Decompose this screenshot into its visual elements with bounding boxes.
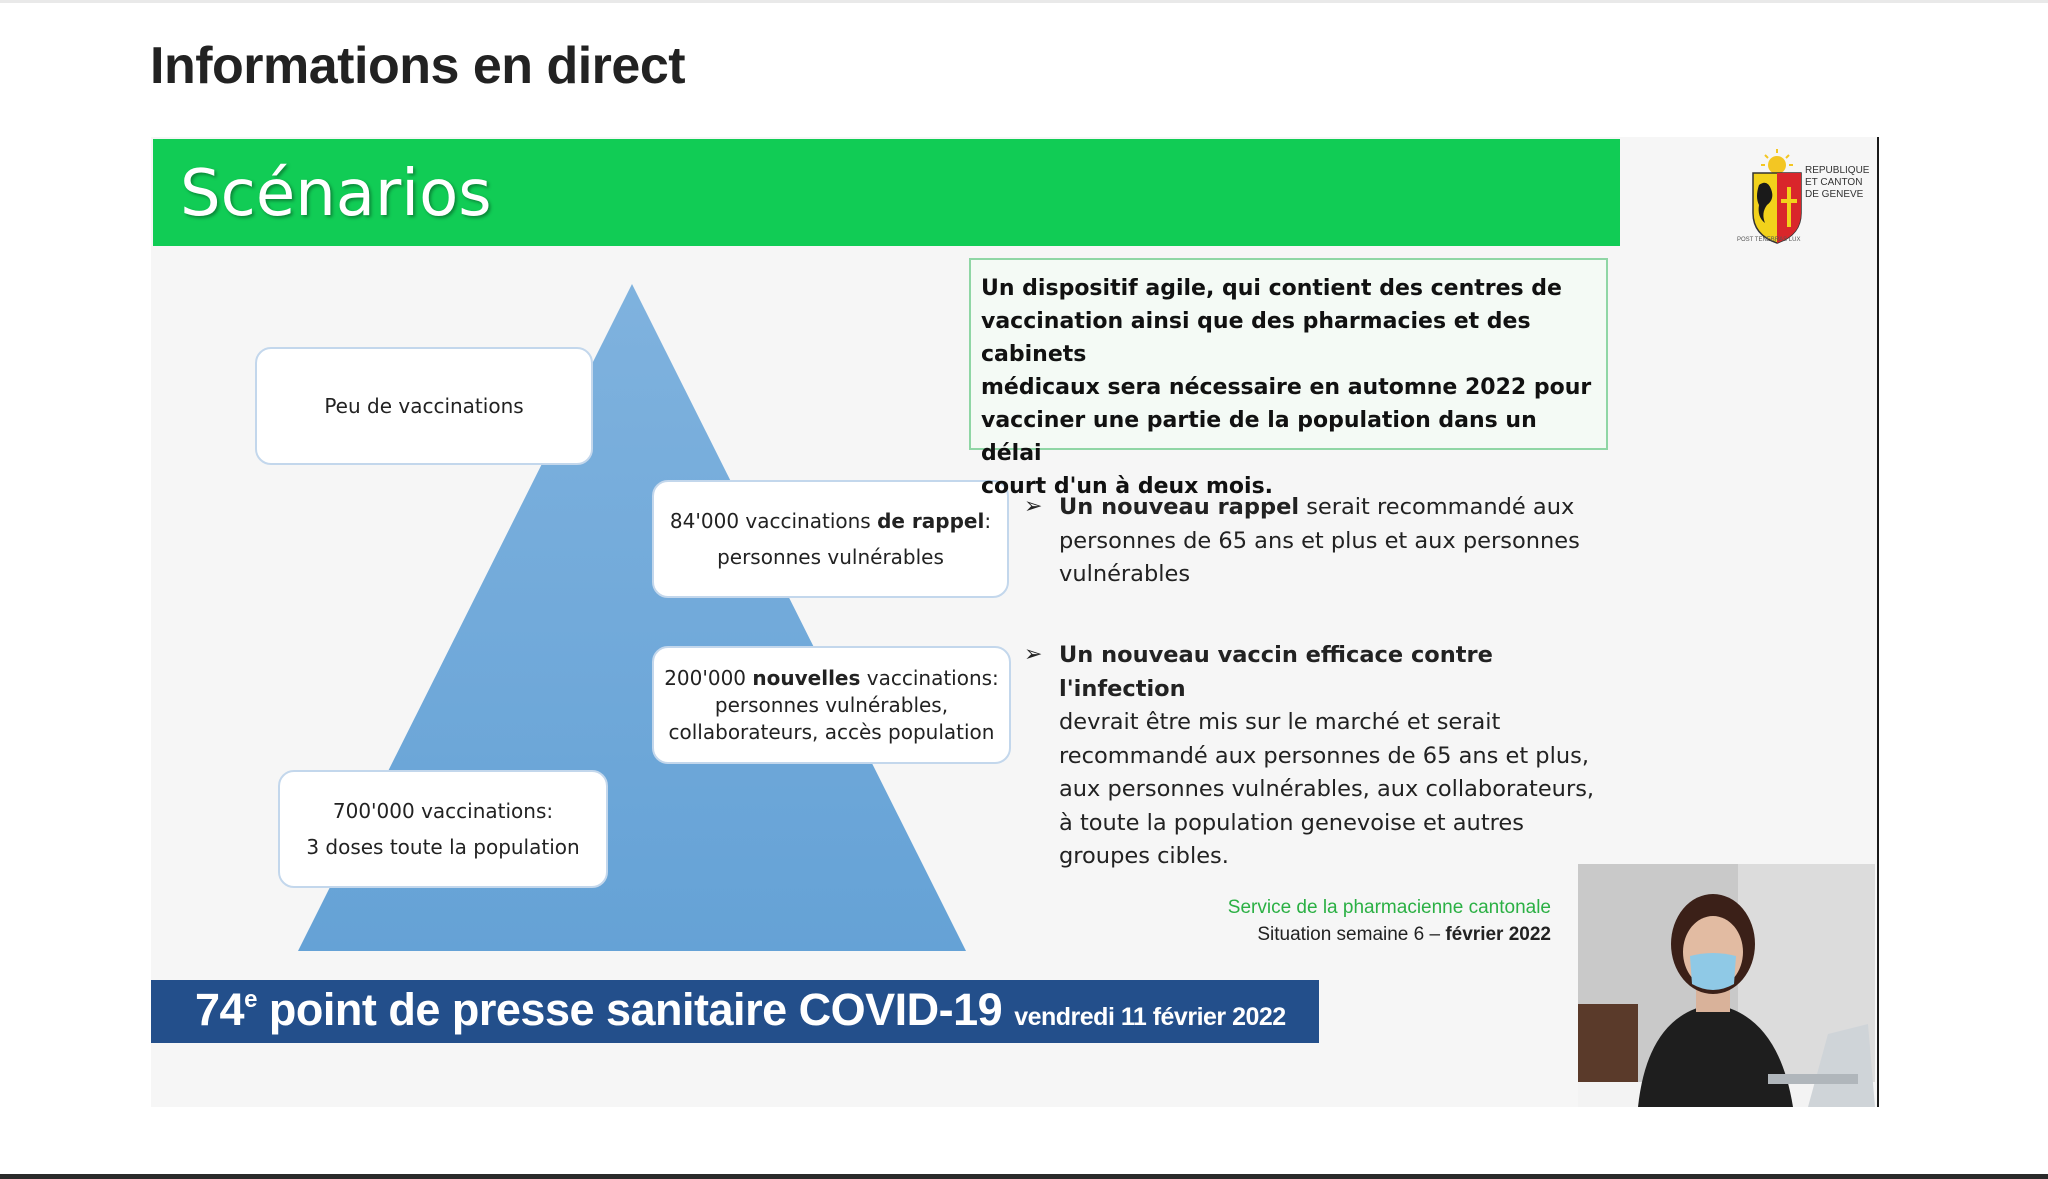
pyramid-box-base — [278, 770, 608, 888]
footer-number: 74 — [195, 984, 245, 1035]
bullet-arrow-icon: ➢ — [1024, 493, 1043, 518]
info-box — [969, 258, 1608, 499]
bullet-rappel-bold: Un nouveau rappel — [1059, 494, 1300, 520]
bullet-vaccin-bold: Un nouveau vaccin efficace contre l'infection — [1059, 642, 1493, 702]
new-label-pre: 200'000 — [664, 665, 753, 690]
press-conference-footer — [151, 980, 1319, 1043]
pyramid-box-new — [652, 646, 1011, 764]
source-situation: Situation semaine 6 – — [1257, 924, 1446, 945]
footer-title: point de presse sanitaire COVID-19 — [256, 984, 1003, 1035]
page-title: Informations en direct — [150, 37, 686, 95]
slide-title: Scénarios — [180, 157, 492, 231]
speaker-video-feed — [1578, 864, 1875, 1107]
bullet-vaccin-line: groupes cibles. — [1059, 843, 1229, 869]
slide-edge — [1877, 137, 1879, 1107]
pyramid-box-booster — [652, 480, 1009, 598]
footer-sup: e — [244, 986, 257, 1013]
bullet-vaccin-line: aux personnes vulnérables, aux collaborateurs, — [1059, 776, 1595, 802]
new-label-post: vaccinations: — [860, 665, 999, 690]
pyramid-box-top-label: Peu de vaccinations — [324, 394, 524, 418]
bullet-vaccin-line: devrait être mis sur le marché et serait — [1059, 709, 1501, 735]
presentation-slide — [151, 137, 1878, 1107]
info-line: Un dispositif agile, qui contient des centres de — [981, 276, 1562, 301]
booster-label-post: : — [984, 509, 992, 533]
bullet-rappel — [1059, 491, 1619, 592]
info-line: vacciner une partie de la population dans un délai — [981, 408, 1537, 466]
new-label-bold: nouvelles — [752, 665, 861, 690]
logo-motto: POST TENEBRAS LUX — [1737, 237, 1801, 243]
bullet-arrow-icon: ➢ — [1024, 641, 1043, 666]
top-border — [0, 0, 2048, 3]
slide-title-banner — [153, 139, 1620, 246]
booster-label-line2: personnes vulnérables — [717, 545, 944, 569]
bullet-vaccin-line: à toute la population genevoise et autres — [1059, 809, 1524, 836]
booster-label-bold: de rappel — [877, 509, 985, 533]
source-service: Service de la pharmacienne cantonale — [1227, 897, 1551, 918]
new-label-line2: personnes vulnérables, — [714, 692, 949, 717]
info-line: vaccination ainsi que des pharmacies et des cabinets — [981, 309, 1531, 367]
bottom-border — [0, 1174, 2048, 1179]
info-line: court d'un à deux mois. — [981, 474, 1274, 499]
bullet-rappel-line: vulnérables — [1059, 561, 1191, 587]
base-label-line2: 3 doses toute la population — [306, 835, 580, 859]
footer-date: vendredi 11 février 2022 — [1014, 1003, 1286, 1031]
bullet-rappel-line: personnes de 65 ans et plus et aux personnes — [1059, 527, 1580, 554]
source-date: février 2022 — [1445, 924, 1551, 945]
bullet-vaccin — [1059, 639, 1619, 874]
source-caption — [1151, 894, 1551, 948]
info-line: médicaux sera nécessaire en automne 2022 pour — [981, 375, 1592, 400]
pyramid-box-top — [255, 347, 593, 465]
bullet-rappel-rest: serait recommandé aux — [1299, 494, 1575, 520]
booster-label-pre: 84'000 vaccinations — [669, 509, 878, 533]
new-label-line3: collaborateurs, accès population — [668, 719, 995, 744]
logo-text: REPUBLIQUE ET CANTON DE GENEVE — [1805, 165, 1870, 200]
bullet-vaccin-line: recommandé aux personnes de 65 ans et plus, — [1059, 742, 1589, 769]
base-label-line1: 700'000 vaccinations: — [332, 799, 554, 823]
